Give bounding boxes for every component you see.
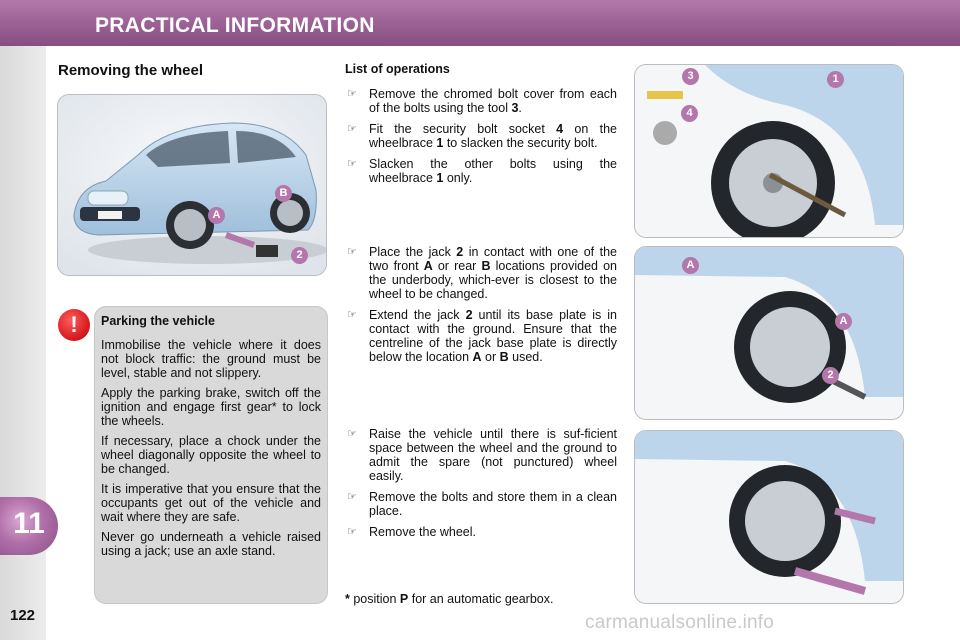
operation-step: ☞ Slacken the other bolts using the wheelbrace 1 only. — [347, 157, 617, 185]
hand-pointer-icon: ☞ — [347, 526, 357, 538]
warning-paragraph: Apply the parking brake, switch off the ignition and engage first gear* to lock the wheels. — [101, 386, 321, 428]
hand-pointer-icon: ☞ — [347, 428, 357, 440]
callout-a: A — [682, 257, 699, 274]
chapter-tab[interactable] — [0, 497, 58, 555]
operations-group-2 — [347, 245, 617, 371]
hand-pointer-icon: ☞ — [347, 158, 357, 170]
header-bar — [0, 0, 960, 46]
operation-step: ☞ Extend the jack 2 until its base plate is in contact with the ground. Ensure that the centreline of the jack base plate is directly below the location A or B used. — [347, 308, 617, 364]
operation-step: ☞ Remove the bolts and store them in a clean place. — [347, 490, 617, 518]
operation-step: ☞ Raise the vehicle until there is suf-ficient space between the wheel and the ground to admit the spare (not punctured) wheel easily. — [347, 427, 617, 483]
step-2-illustration — [634, 246, 904, 420]
section-title: Removing the wheel — [58, 62, 204, 79]
hand-pointer-icon: ☞ — [347, 88, 357, 100]
callout-b: B — [275, 185, 292, 202]
warning-paragraph: It is imperative that you ensure that the occupants get out of the vehicle and wait where they are safe. — [101, 482, 321, 524]
car-illustration — [57, 94, 327, 276]
callout-2: 2 — [822, 367, 839, 384]
wheel-removal-drawing — [635, 431, 903, 603]
hand-pointer-icon: ☞ — [347, 246, 357, 258]
warning-paragraph: If necessary, place a chock under the wheel diagonally opposite the wheel to be changed. — [101, 434, 321, 476]
callout-a: A — [208, 207, 225, 224]
hand-pointer-icon: ☞ — [347, 491, 357, 503]
hand-pointer-icon: ☞ — [347, 123, 357, 135]
operations-title: List of operations — [345, 62, 450, 76]
warning-title: Parking the vehicle — [101, 314, 215, 328]
callout-2: 2 — [291, 247, 308, 264]
chapter-number: 11 — [13, 507, 45, 540]
page-title: PRACTICAL INFORMATION — [95, 14, 375, 37]
callout-3: 3 — [682, 68, 699, 85]
operations-group-1 — [347, 87, 617, 192]
page-number: 122 — [10, 607, 36, 624]
step-3-illustration — [634, 430, 904, 604]
wheel-bolt-drawing — [635, 65, 903, 237]
step-1-illustration — [634, 64, 904, 238]
warning-paragraph: Never go underneath a vehicle raised using a jack; use an axle stand. — [101, 530, 321, 558]
jack-placement-drawing — [635, 247, 903, 419]
footnote: * position P for an automatic gearbox. — [345, 592, 554, 606]
operation-step: ☞ Remove the chromed bolt cover from each of the bolts using the tool 3. — [347, 87, 617, 115]
warning-icon: ! — [58, 309, 90, 341]
operation-step: ☞ Place the jack 2 in contact with one of the two front A or rear B locations provided on the underbody, which-ever is closest to the wheel to be changed. — [347, 245, 618, 301]
operation-step: ☞ Fit the security bolt socket 4 on the wheelbrace 1 to slacken the security bolt. — [347, 122, 617, 150]
callout-a-jack: A — [835, 313, 852, 330]
warning-text — [101, 314, 321, 564]
watermark: carmanualsonline.info — [585, 612, 775, 633]
operations-group-3 — [347, 427, 617, 546]
callout-1: 1 — [827, 71, 844, 88]
warning-paragraph: Immobilise the vehicle where it does not block traffic: the ground must be level, stable and not slippery. — [101, 338, 321, 380]
callout-4: 4 — [681, 105, 698, 122]
hand-pointer-icon: ☞ — [347, 309, 357, 321]
operation-step: ☞ Remove the wheel. — [347, 525, 477, 539]
